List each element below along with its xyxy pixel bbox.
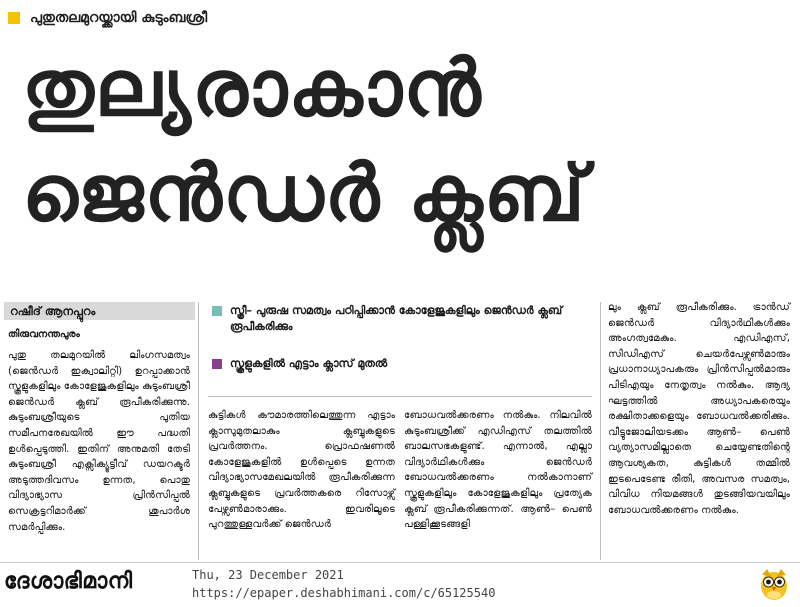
byline: റഷീദ് ആനപ്പുറം [4, 302, 195, 320]
column-1-text: പുതു തലമുറയിൽ ലിംഗസമത്വം (ജെൻഡർ ഇക്വാലിറ്റി) ഉറപ്പാക്കാൻ സ്കൂളുകളിലും കോളേജുകളിലും കുടുംബശ്രീ ജെൻഡർ ക്ലബ് രൂപീകരിക്കുന്നു. കുടുംബശ്രീയുടെ പുതിയ സമീപനരേഖയിൽ ഈ പദ്ധതി ഉൾപ്പെടുത്തി. ഇതിന് അനുമതി തേടി കുടുംബശ്രീ എക്സിക്യൂട്ടീവ് ഡയറക്ടർ അടുത്തദിവസം ഉന്നത, പൊതു വിദ്യാഭ്യാസ പ്രിൻസിപ്പൽ സെക്രട്ടറിമാർക്ക് ശുപാർശ സമർപ്പിക്കും. [8, 350, 190, 533]
column-divider [198, 302, 199, 560]
article-column-2 [208, 408, 395, 533]
kicker-text: പുതുതലമുറയ്ക്കായി കുടുംബശ്രീ [30, 10, 208, 26]
column-4-text: ലും ക്ലബ് രൂപീകരിക്കും. ട്രാൻഡ് ജെൻഡർ വിദ്യാർഥികൾക്കും അംഗത്വമേകും. എഡിഎസ്, സിഡിഎസ് ചെയർപേഴ്സൺമാരും പ്രധാനാധ്യാപകരും പ്രിൻസിപ്പൽമാരും പിടിഎയും നേതൃത്വം നൽകും. ആദ്യ ഘട്ടത്തിൽ അധ്യാപകരെയും രക്ഷിതാക്കളെയും ബോധവൽക്കരിക്കും. വീട്ടുജോലിയടക്കം ആൺ– പെൺ വ്യത്യാസമില്ലാതെ ചെയ്യേണ്ടതിന്റെ ആവശ്യകത, കുട്ടികൾ തമ്മിൽ ഇടപെടേണ്ട രീതി, അവസര സമത്വം, വിവിധ നിയമങ്ങൾ തുടങ്ങിയവയിലും ബോധവൽക്കരണം നൽകും. [608, 302, 790, 516]
column-2-text: കുട്ടികൾ കൗമാരത്തിലെത്തുന്ന എട്ടാം ക്ലാസുമുതലാകും ക്ലബ്ബുകളുടെ പ്രവർത്തനം. പ്രൊഫഷണൽ കോളേജുകളിൽ ഉൾപ്പെടെ ഉന്നത വിദ്യാഭ്യാസമേഖലയിൽ രൂപീകരിക്കുന്ന ക്ലബ്ബുകളുടെ പ്രവർത്തകരെ റിസോഴ്സ് പേഴ്സൺമാരാക്കും. ഇവരിലൂടെ പുറത്തുള്ളവർക്ക് ജെൻഡർ [208, 410, 395, 531]
kicker [8, 10, 207, 26]
newspaper-masthead: ദേശാഭിമാനി [4, 569, 133, 594]
highlight-text-1: സ്ത്രീ– പുരുഷ സമത്വം പഠിപ്പിക്കാൻ കോളേജുകളിലും ജെൻഡർ ക്ലബ് രൂപീകരിക്കും [230, 304, 563, 333]
owl-icon [757, 566, 791, 602]
article-column-1 [8, 348, 190, 535]
edition-date: Thu, 23 December 2021 [192, 568, 344, 582]
column-3-text: ബോധവൽക്കരണം നൽകും. നിലവിൽ കുടുംബശ്രീക്ക് എഡിഎസ് തലത്തിൽ ബാലസഭകളുണ്ട്. എന്നാൽ, എല്ലാ വിദ്യാർഥികൾക്കും ജെൻഡർ ബോധവൽക്കരണം നൽകാനാണ് സ്കൂളുകളിലും കോളേജുകളിലും പ്രത്യേക ക്ലബ് രൂപീകരിക്കുന്നത്. ആൺ– പെൺ പള്ളിക്കൂടങ്ങളി [404, 410, 592, 531]
highlight-marker [212, 359, 222, 369]
highlight-marker [212, 306, 222, 316]
kicker-marker [8, 12, 20, 24]
highlight-text-2: സ്കൂളുകളിൽ എട്ടാം ക്ലാസ് മുതൽ [230, 357, 388, 370]
highlight-point-1 [212, 303, 592, 335]
column-divider [600, 302, 601, 560]
highlight-divider [208, 396, 592, 397]
article-column-3 [404, 408, 592, 533]
highlight-point-2 [212, 356, 387, 372]
footer-divider [0, 562, 800, 563]
article-column-4 [608, 300, 790, 518]
headline-line-2: ജെൻഡർ ക്ലബ് [22, 149, 586, 239]
dateline: തിരുവനന്തപുരം [8, 329, 80, 340]
epaper-link[interactable]: https://epaper.deshabhimani.com/c/65125540 [192, 586, 496, 600]
headline-line-1: തുല്യരാകാൻ [22, 44, 482, 134]
